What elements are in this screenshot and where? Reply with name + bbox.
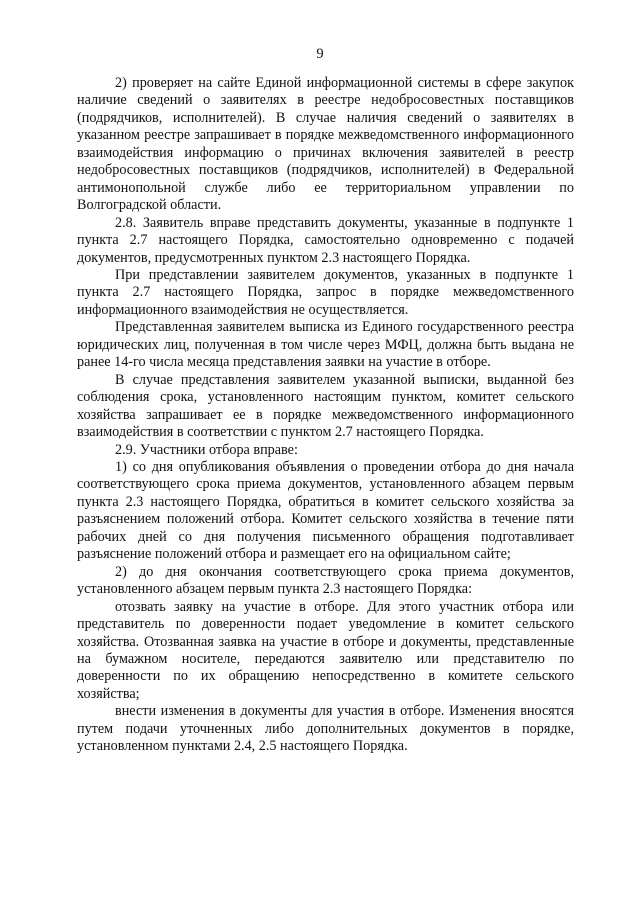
document-body xyxy=(77,75,574,756)
page-number: 9 xyxy=(316,46,324,62)
paragraph: 1) со дня опубликования объявления о проведении отбора до дня начала соответствующего срока приема документов, установленного абзацем первым пункта 2.3 настоящего Порядка, обратиться в комитет сельского хозяйства за разъяснением положений отбора. Комитет сельского хозяйства в течение пяти рабочих дней со дня получения письменного обращения подготавливает разъяснение положений отбора и размещает его на официальном сайте; xyxy=(77,458,574,563)
paragraph: 2) до дня окончания соответствующего срока приема документов, установленного абзацем первым пункта 2.3 настоящего Порядка: xyxy=(77,563,574,598)
paragraph: 2) проверяет на сайте Единой информационной системы в сфере закупок наличие сведений о заявителях в реестре недобросовестных поставщиков (подрядчиков, исполнителей). В случае наличия сведений о заявителях в указанном реестре запрашивает в порядке межведомственного информационного взаимодействия информацию о причинах включения заявителей в реестр недобросовестных поставщиков (подрядчиков, исполнителей) в Федеральной антимонопольной службе либо ее территориальном управлении по Волгоградской области. xyxy=(77,75,574,214)
paragraph: отозвать заявку на участие в отборе. Для этого участник отбора или представитель по доверенности подает уведомление в комитет сельского хозяйства. Отозванная заявка на участие в отборе и документы, представленные на бумажном носителе, передаются заявителю или представителю по доверенности по их обращению непосредственно в комитете сельского хозяйства; xyxy=(77,598,574,702)
paragraph: В случае представления заявителем указанной выписки, выданной без соблюдения срока, установленного настоящим пунктом, комитет сельского хозяйства запрашивает ее в порядке межведомственного информационного взаимодействия в соответствии с пунктом 2.7 настоящего Порядка. xyxy=(77,371,574,441)
paragraph: При представлении заявителем документов, указанных в подпункте 1 пункта 2.7 настоящего Порядка, запрос в порядке межведомственного информационного взаимодействия не осуществляется. xyxy=(77,266,574,318)
paragraph: Представленная заявителем выписка из Единого государственного реестра юридических лиц, полученная в том числе через МФЦ, должна быть выдана не ранее 14-го числа месяца представления заявки на участие в отборе. xyxy=(77,319,574,371)
paragraph: 2.8. Заявитель вправе представить документы, указанные в подпункте 1 пункта 2.7 настоящего Порядка, самостоятельно одновременно с подачей документов, предусмотренных пунктом 2.3 настоящего Порядка. xyxy=(77,214,574,266)
paragraph: внести изменения в документы для участия в отборе. Изменения вносятся путем подачи уточненных либо дополнительных документов в порядке, установленном пунктами 2.4, 2.5 настоящего Порядка. xyxy=(77,703,574,755)
paragraph: 2.9. Участники отбора вправе: xyxy=(115,441,298,458)
